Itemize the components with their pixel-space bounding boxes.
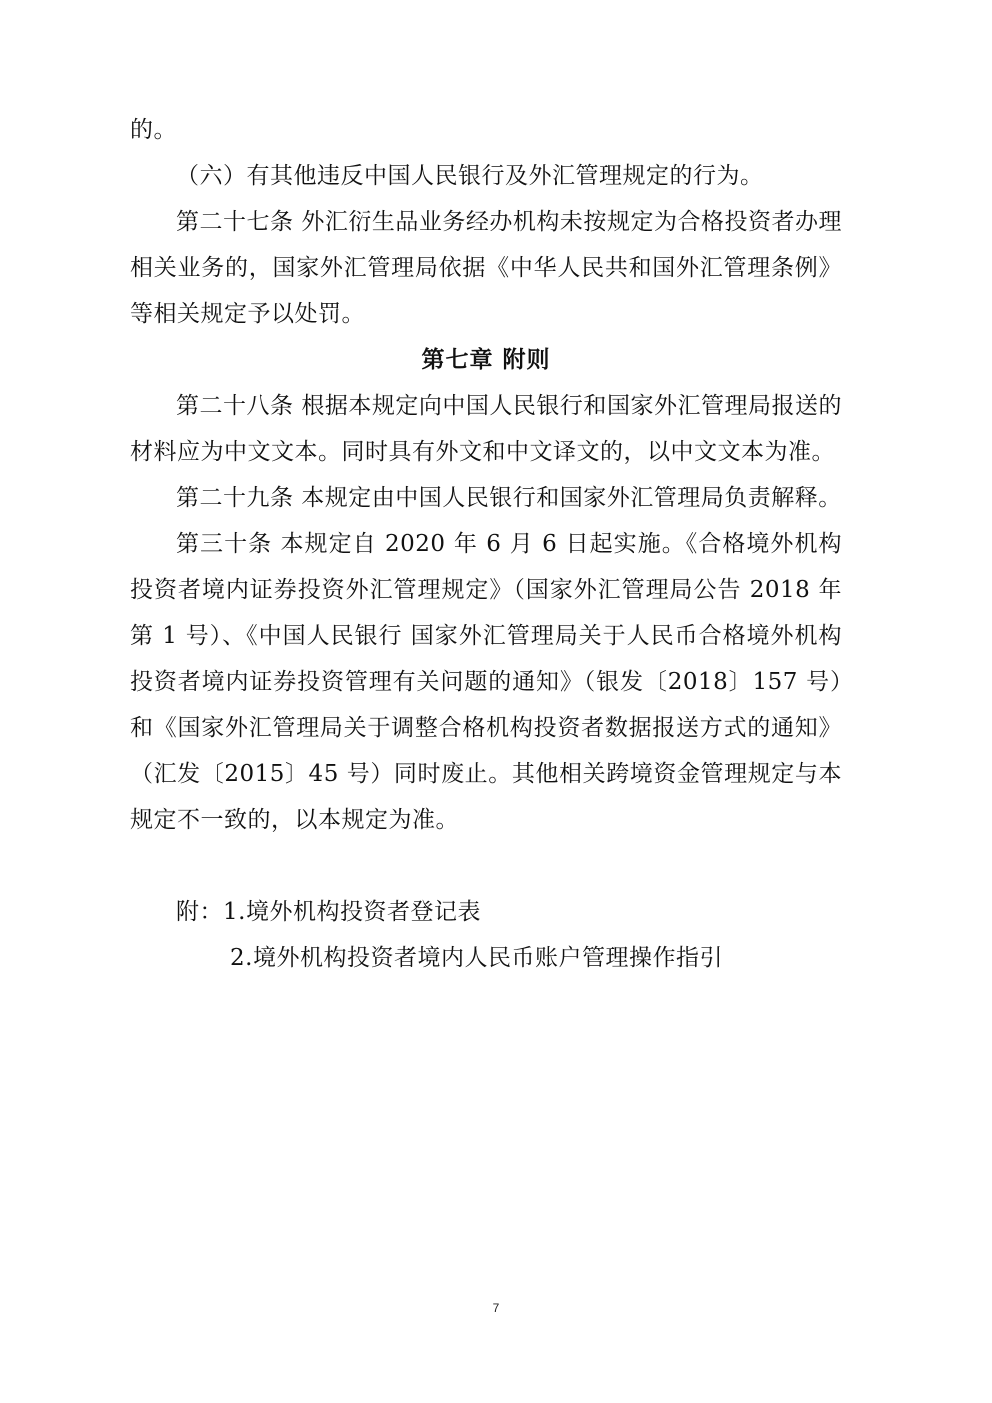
paragraph-article-27: 第二十七条 外汇衍生品业务经办机构未按规定为合格投资者办理相关业务的，国家外汇管理局依据《中华人民共和国外汇管理条例》等相关规定予以处罚。	[130, 209, 842, 327]
attachments-list	[130, 889, 842, 981]
paragraph-article-30: 第三十条 本规定自 2020 年 6 月 6 日起实施。《合格境外机构投资者境内证券投资外汇管理规定》（国家外汇管理局公告 2018 年第 1 号）、《中国人民银行 国家外汇管理局关于人民币合格境外机构投资者境内证券投资管理有关问题的通知》（银发〔2018〕157 号）和《国家外汇管理局关于调整合格机构投资者数据报送方式的通知》（汇发〔2015〕45 号）同时废止。其他相关跨境资金管理规定与本规定不一致的，以本规定为准。	[130, 531, 842, 833]
paragraph-article-29: 第二十九条 本规定由中国人民银行和国家外汇管理局负责解释。	[176, 485, 842, 511]
paragraph-article-28: 第二十八条 根据本规定向中国人民银行和国家外汇管理局报送的材料应为中文文本。同时具有外文和中文译文的，以中文文本为准。	[130, 393, 842, 465]
paragraph-continuation: 的。	[130, 117, 177, 143]
chapter-title: 第七章 附则	[421, 347, 551, 373]
document-body	[130, 107, 842, 981]
attachment-item-1: 附：1.境外机构投资者登记表	[176, 899, 481, 925]
paragraph-item-6: （六）有其他违反中国人民银行及外汇管理规定的行为。	[176, 163, 764, 189]
page-number: 7	[492, 1301, 500, 1315]
attachment-item-2: 2.境外机构投资者境内人民币账户管理操作指引	[230, 945, 723, 971]
